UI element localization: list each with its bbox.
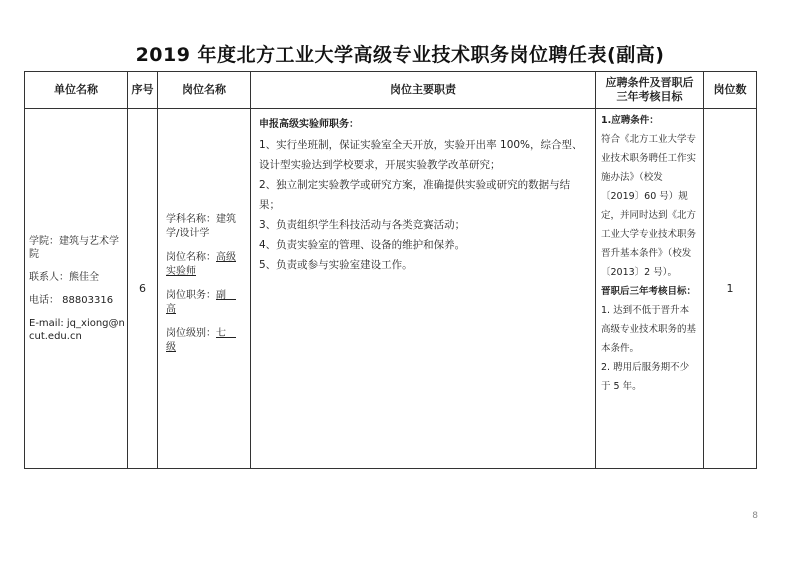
page-number: 8: [752, 511, 758, 521]
header-unit: 单位名称: [25, 72, 128, 109]
header-position-name: 岗位名称: [158, 72, 251, 109]
conditions-heading: 1.应聘条件：: [601, 115, 659, 126]
target-item: 1. 达到不低于晋升本高级专业技术职务的基本条件。: [601, 305, 697, 354]
duties-heading: 申报高级实验师职务：: [259, 119, 359, 130]
post-name-line: [166, 251, 244, 279]
level-value: 七 级: [166, 327, 236, 353]
table-header-row: [25, 72, 757, 109]
header-count: 岗位数: [704, 72, 757, 109]
header-conditions-line2: 三年考核目标: [616, 90, 683, 103]
rank-line: [166, 289, 244, 317]
unit-cell: [25, 109, 128, 469]
count-cell: 1: [704, 109, 757, 469]
post-value: 高级实验师: [166, 251, 236, 277]
seq-cell: 6: [128, 109, 158, 469]
discipline-text: 学科名称：建筑学/设计学: [166, 213, 236, 239]
phone-text: 电话： 88803316: [29, 294, 114, 306]
page-title: 2019 年度北方工业大学高级专业技术职务岗位聘任表(副高): [135, 44, 665, 66]
duty-item: 4、负责实验室的管理、设备的维护和保养。: [259, 239, 466, 251]
target-item: 2. 聘用后服务期不少于 5 年。: [601, 362, 690, 392]
targets-heading: 晋职后三年考核目标：: [601, 286, 697, 297]
college-text: 学院：建筑与艺术学院: [29, 235, 119, 260]
header-duties: 岗位主要职责: [251, 72, 596, 109]
recruitment-table: [24, 71, 757, 469]
post-label: 岗位名称：: [166, 251, 216, 263]
header-seq: 序号: [128, 72, 158, 109]
contact-text: 联系人：熊佳全: [29, 271, 99, 283]
duty-item: 3、负责组织学生科技活动与各类竞赛活动；: [259, 219, 466, 231]
table-row: [25, 109, 757, 469]
conditions-text: 符合《北方工业大学专业技术职务聘任工作实施办法》（校发〔2019〕60 号）规定，并同时达到《北方工业大学专业技术职务晋升基本条件》（校发〔2013〕2 号）。: [601, 134, 697, 278]
duty-item: 1、实行坐班制，保证实验室全天开放，实验开出率 100%，综合型、设计型实验达到学校要求，开展实验教学改革研究；: [259, 139, 583, 171]
position-cell: [158, 109, 251, 469]
header-conditions: [596, 72, 704, 109]
duty-item: 2、独立制定实验教学或研究方案，准确提供实验或研究的数据与结果；: [259, 179, 571, 211]
header-conditions-line1: 应聘条件及晋职后: [605, 76, 694, 89]
duties-cell: [251, 109, 596, 469]
rank-label: 岗位职务：: [166, 289, 216, 301]
email-link[interactable]: E-mail: jq_xiong@ncut.edu.cn: [29, 317, 125, 342]
rank-value: 副 高: [166, 289, 236, 315]
level-label: 岗位级别：: [166, 327, 216, 339]
duty-item: 5、负责或参与实验室建设工作。: [259, 259, 413, 271]
level-line: [166, 327, 244, 355]
conditions-cell: [596, 109, 704, 469]
